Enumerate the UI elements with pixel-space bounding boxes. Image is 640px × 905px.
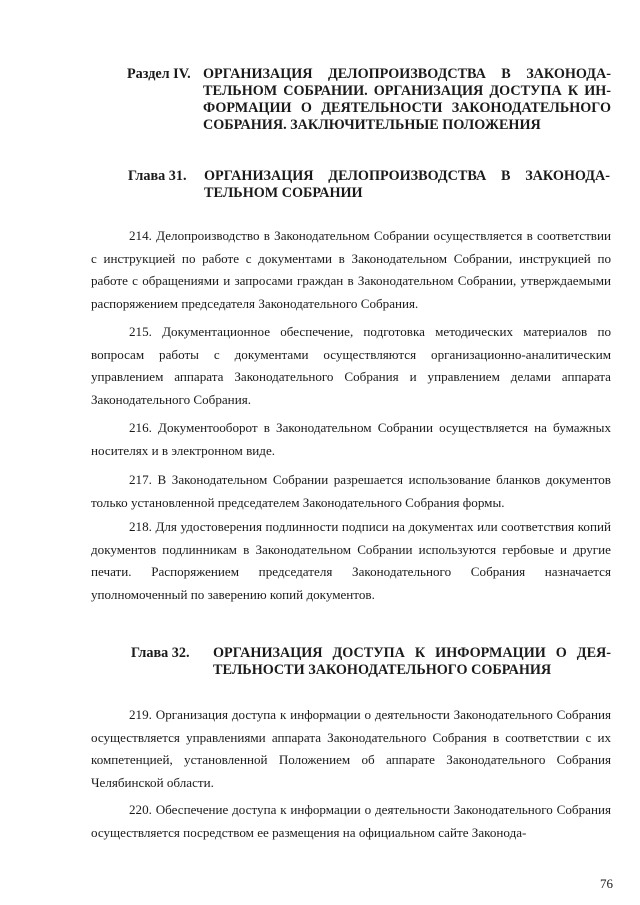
chapter-31-heading	[0, 168, 640, 204]
paragraph-214: 214. Делопроизводство в Законодательном Собрании осуществляется в соответствии с инструкцией по работе с документами в Законодательном Собрании, инструкцией по работе с обращениями и запросами граждан в Законодательном Собрании, утверждаемыми распоряжением председателя Законодательного Собрания.	[91, 228, 611, 312]
chapter-32-heading	[0, 645, 640, 681]
section-heading	[0, 66, 640, 136]
chapter-31-title: ОРГАНИЗАЦИЯ ДЕЛОПРОИЗВОДСТВА В ЗАКОНОДА-ТЕЛЬНОМ СОБРАНИИ	[204, 168, 610, 201]
chapter-32-label: Глава 32.	[131, 645, 190, 661]
paragraph-216: 216. Документооборот в Законодательном Собрании осуществляется на бумажных носителях и в электронном виде.	[91, 420, 611, 458]
chapter-31-label: Глава 31.	[128, 168, 187, 184]
paragraph-219: 219. Организация доступа к информации о деятельности Законодательного Собрания осуществляется управлениями аппарата Законодательного Собрания в соответствии с их компетенцией, установленной Положением об аппарате Законодательного Собрания Челябинской области.	[91, 707, 611, 791]
paragraph-220: 220. Обеспечение доступа к информации о деятельности Законодательного Собрания осуществляется посредством ее размещения на официальном сайте Законода-	[91, 802, 611, 840]
paragraph-217: 217. В Законодательном Собрании разрешается использование бланков документов только установленной председателем Законодательного Собрания формы.	[91, 472, 611, 510]
section-label: Раздел IV.	[127, 66, 191, 82]
chapter-32-title: ОРГАНИЗАЦИЯ ДОСТУПА К ИНФОРМАЦИИ О ДЕЯ-ТЕЛЬНОСТИ ЗАКОНОДАТЕЛЬНОГО СОБРАНИЯ	[213, 645, 611, 678]
paragraph-215: 215. Документационное обеспечение, подготовка методических материалов по вопросам работы с документами осуществляются организационно-аналитическим управлением аппарата Законодательного Собрания и управлением делами аппарата Законодательного Собрания.	[91, 324, 611, 408]
paragraph-218: 218. Для удостоверения подлинности подписи на документах или соответствия копий документов подлинникам в Законодательном Собрании используются гербовые и другие печати. Распоряжением председателя Законодательного Собрания назначается уполномоченный по заверению копий документов.	[91, 519, 611, 603]
page-number: 76	[600, 876, 613, 891]
section-title: ОРГАНИЗАЦИЯ ДЕЛОПРОИЗВОДСТВА В ЗАКОНОДА-ТЕЛЬНОМ СОБРАНИИ. ОРГАНИЗАЦИЯ ДОСТУПА К ИН-ФОРМАЦИИ О ДЕЯТЕЛЬНОСТИ ЗАКОНОДАТЕЛЬНОГО СОБРАНИЯ. ЗАКЛЮЧИТЕЛЬНЫЕ ПОЛОЖЕНИЯ	[203, 66, 611, 133]
